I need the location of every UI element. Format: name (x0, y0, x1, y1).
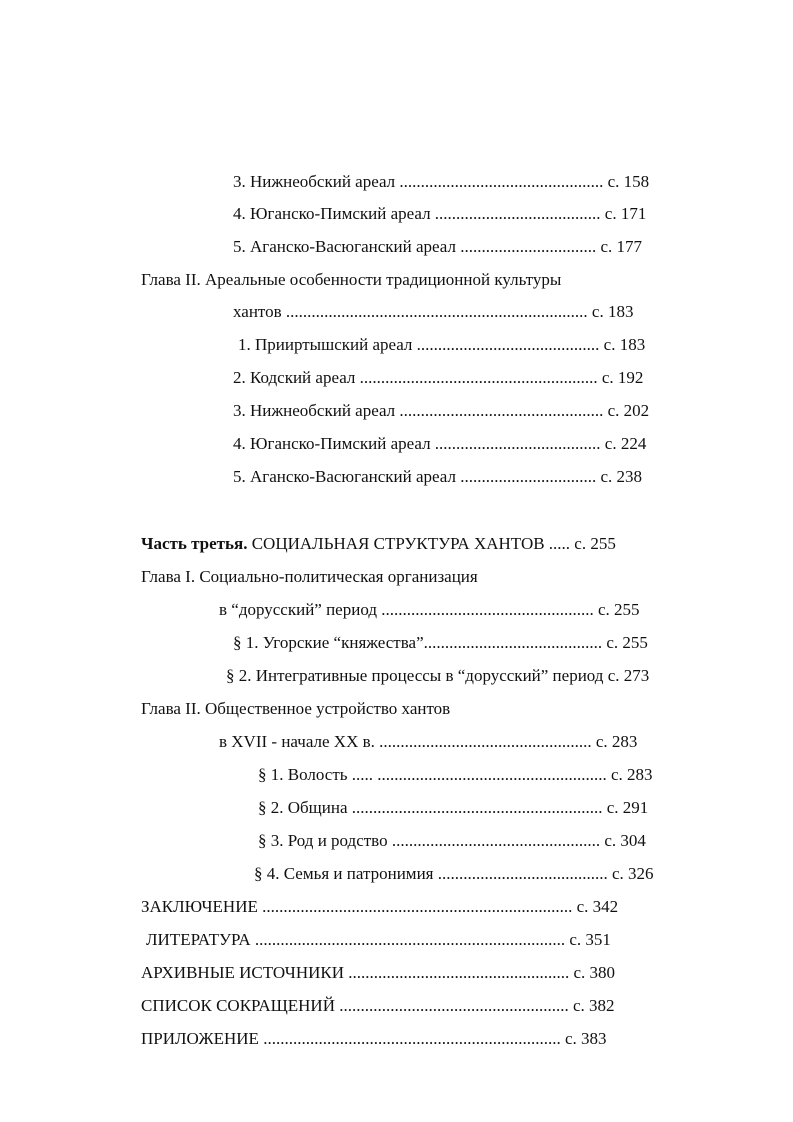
toc-entry: § 3. Род и родство ................................................. с. 304 (258, 831, 646, 850)
toc-entry: 3. Нижнеобский ареал ................................................ с. 202 (233, 401, 650, 420)
toc-entry: ЗАКЛЮЧЕНИЕ ......................................................................... с. 342 (141, 897, 619, 916)
toc-part-heading (141, 534, 616, 554)
toc-chapter-heading: Глава II. Ареальные особенности традиционной культуры (141, 270, 562, 289)
part-label: Часть третья. (141, 534, 248, 553)
toc-chapter-heading: Глава I. Социально-политическая организация (141, 567, 478, 586)
toc-entry: 1. Прииртышский ареал ........................................... с. 183 (238, 335, 646, 354)
toc-entry: ПРИЛОЖЕНИЕ ...................................................................... с. 383 (141, 1029, 607, 1048)
toc-entry: ЛИТЕРАТУРА ......................................................................... с. 351 (146, 930, 611, 949)
toc-entry: 2. Кодский ареал ........................................................ с. 192 (233, 368, 644, 387)
toc-entry: 4. Юганско-Пимский ареал ....................................... с. 224 (233, 434, 647, 453)
toc-entry: 5. Аганско-Васюганский ареал ................................ с. 177 (233, 237, 643, 256)
toc-entry: хантов ....................................................................... с. 183 (233, 302, 634, 321)
toc-entry: § 2. Интегративные процессы в “дорусский” период с. 273 (226, 666, 650, 685)
toc-entry: § 2. Община ........................................................... с. 291 (258, 798, 649, 817)
toc-chapter-heading: Глава II. Общественное устройство хантов (141, 699, 451, 718)
part-title: СОЦИАЛЬНАЯ СТРУКТУРА ХАНТОВ ..... с. 255 (247, 534, 616, 553)
toc-entry: 3. Нижнеобский ареал ................................................ с. 158 (233, 172, 650, 191)
toc-entry: 5. Аганско-Васюганский ареал ................................ с. 238 (233, 467, 643, 486)
toc-entry: СПИСОК СОКРАЩЕНИЙ ...................................................... с. 382 (141, 996, 615, 1015)
toc-entry: в XVII - начале XX в. .................................................. с. 283 (219, 732, 638, 751)
toc-entry: 4. Юганско-Пимский ареал ....................................... с. 171 (233, 204, 647, 223)
toc-entry: § 1. Волость ..... ...................................................... с. 283 (258, 765, 653, 784)
toc-entry: § 4. Семья и патронимия ........................................ с. 326 (254, 864, 654, 883)
toc-entry: АРХИВНЫЕ ИСТОЧНИКИ .................................................... с. 380 (141, 963, 616, 982)
toc-entry: в “дорусский” период .................................................. с. 255 (219, 600, 640, 619)
toc-entry: § 1. Угорские “княжества”.......................................... с. 255 (233, 633, 648, 652)
